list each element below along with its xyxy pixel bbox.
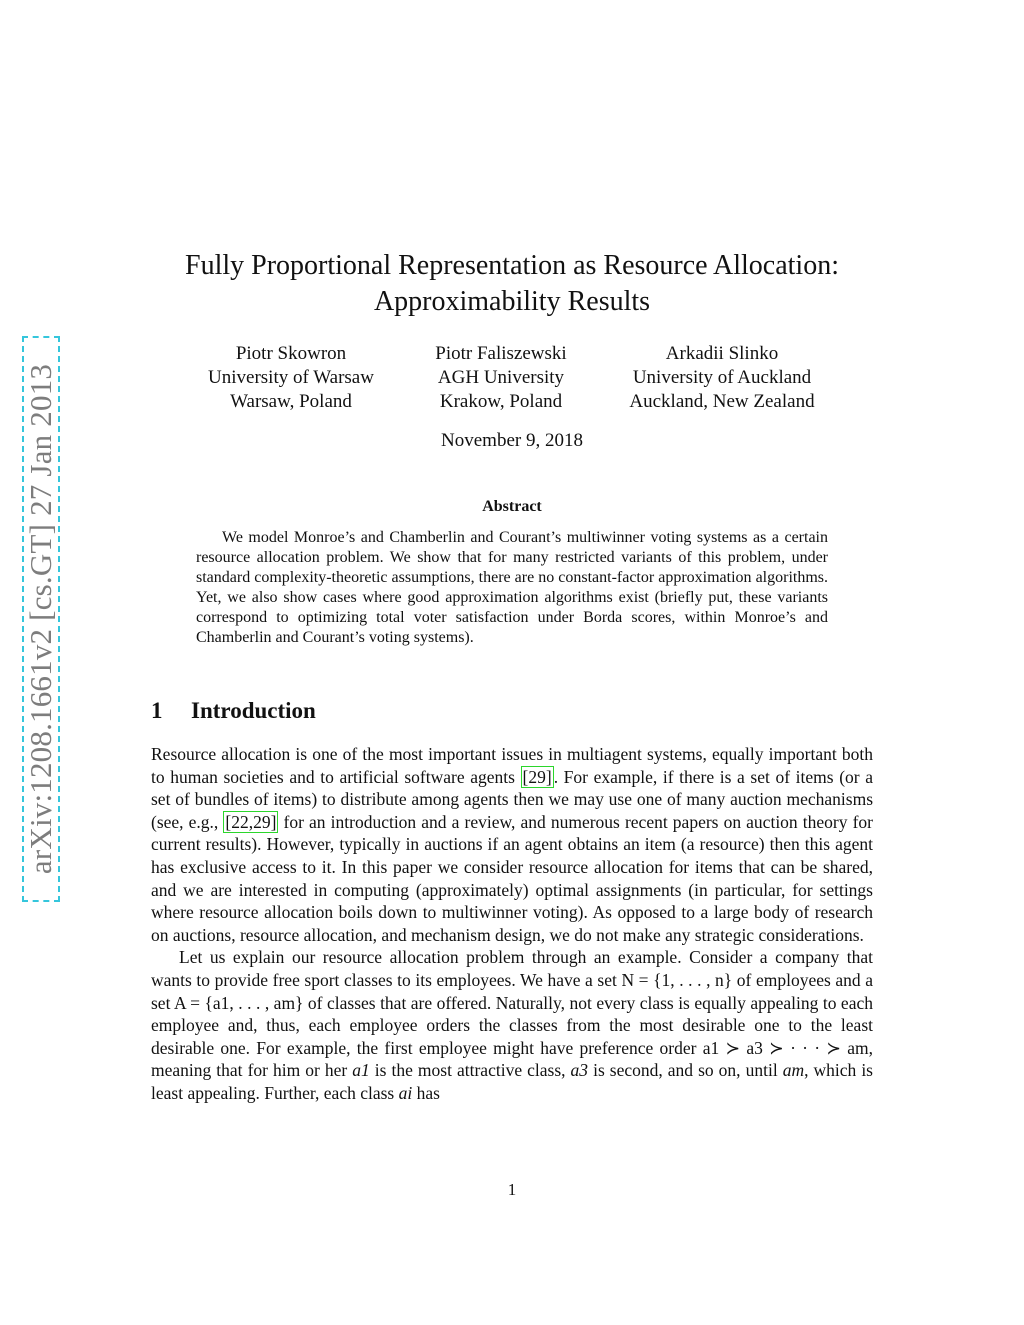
author-name: Piotr Skowron xyxy=(235,343,347,364)
author-affiliation: AGH University xyxy=(437,367,565,388)
paper-date: November 9, 2018 xyxy=(441,430,583,451)
text-run: is the most attractive class, xyxy=(369,1060,571,1081)
author-location: Auckland, New Zealand xyxy=(629,391,815,412)
math-a1: a1 xyxy=(352,1060,370,1081)
abstract-text: We model Monroe’s and Chamberlin and Courant’s multiwinner voting systems as a certain resource allocation problem. We show that for many restricted variants of this problem, under standard complexity-theoretic assumptions, there are no constant-factor approximation algorithms. Yet, we also show cases where good approximation algorithms exist (briefly put, these variants correspond to optimizing total voter satisfaction under Borda scores, within Monroe’s and Chamberlin and Courant’s voting systems). xyxy=(196,529,828,646)
author-location: Krakow, Poland xyxy=(439,391,563,412)
text-run: of employees and a set xyxy=(151,969,873,1013)
author-location: Warsaw, Poland xyxy=(230,391,352,412)
arxiv-stamp-text: arXiv:1208.1661v2 [cs.GT] 27 Jan 2013 xyxy=(23,363,58,875)
abstract-heading: Abstract xyxy=(482,498,542,515)
text-run: . For example, if there is a set of items (or a set of bundles of items) to distribute among agents then we may use one of many auction mechanisms (see, e.g., xyxy=(151,766,873,832)
paper-title-line-2: Approximability Results xyxy=(373,286,651,317)
author-name: Piotr Faliszewski xyxy=(435,343,567,364)
paragraph-2 xyxy=(151,946,873,1104)
text-run: Resource allocation is one of the most important issues in multiagent systems, equally important both to human societies and to artificial software agents xyxy=(151,744,873,787)
text-run: Let us explain our resource allocation problem through an example. Consider a company that wants to provide free sport classes to its employees. We have a set xyxy=(151,947,873,990)
math-am: am xyxy=(782,1060,805,1081)
math-ai: ai xyxy=(398,1082,413,1103)
author-affiliation: University of Warsaw xyxy=(208,367,374,388)
math-preference-order: a1 ≻ a3 ≻ · · · ≻ am xyxy=(702,1037,869,1058)
text-run: has xyxy=(412,1082,440,1103)
text-run: of classes that are offered. Naturally, not every class is equally appealing to each employee and, thus, each employee orders the classes from the most desirable one to the least desirable one. For example, the first employee might have preference order xyxy=(151,992,873,1058)
author-1 xyxy=(191,342,391,414)
section-heading xyxy=(151,698,316,724)
math-a3: a3 xyxy=(570,1060,589,1081)
page-number: 1 xyxy=(507,1180,517,1199)
section-title: Introduction xyxy=(191,698,316,723)
author-name: Arkadii Slinko xyxy=(665,343,779,364)
section-number: 1 xyxy=(151,698,163,723)
text-run: , which is least appealing. Further, each class xyxy=(151,1060,873,1103)
math-set-n: N = {1, . . . , n} xyxy=(621,969,733,990)
math-set-a: A = {a1, . . . , am} xyxy=(173,992,304,1013)
body-text xyxy=(151,743,873,1105)
text-run: , meaning that for him or her xyxy=(151,1037,873,1081)
citation-link[interactable]: [29] xyxy=(522,766,552,787)
arxiv-stamp xyxy=(22,336,60,902)
paragraph-1 xyxy=(151,743,873,946)
text-run: for an introduction and a review, and numerous recent papers on auction theory for current results). However, typically in auctions if an agent obtains an item (a resource) then this agent has exclusive access to it. In this paper we consider resource allocation for items that can be shared, and we are interested in computing (approximately) optimal assignments (in particular, for settings where resource allocation boils down to multiwinner voting). As opposed to a large body of research on auctions, resource allocation, and mechanism design, we do not make any strategic considerations. xyxy=(151,811,873,945)
paper-title-line-1: Fully Proportional Representation as Resource Allocation: xyxy=(185,250,839,281)
text-run: is second, and so on, until xyxy=(588,1060,783,1081)
author-3 xyxy=(612,342,832,414)
citation-link[interactable]: [22,29] xyxy=(225,811,277,832)
author-affiliation: University of Auckland xyxy=(632,367,812,388)
author-2 xyxy=(411,342,591,414)
